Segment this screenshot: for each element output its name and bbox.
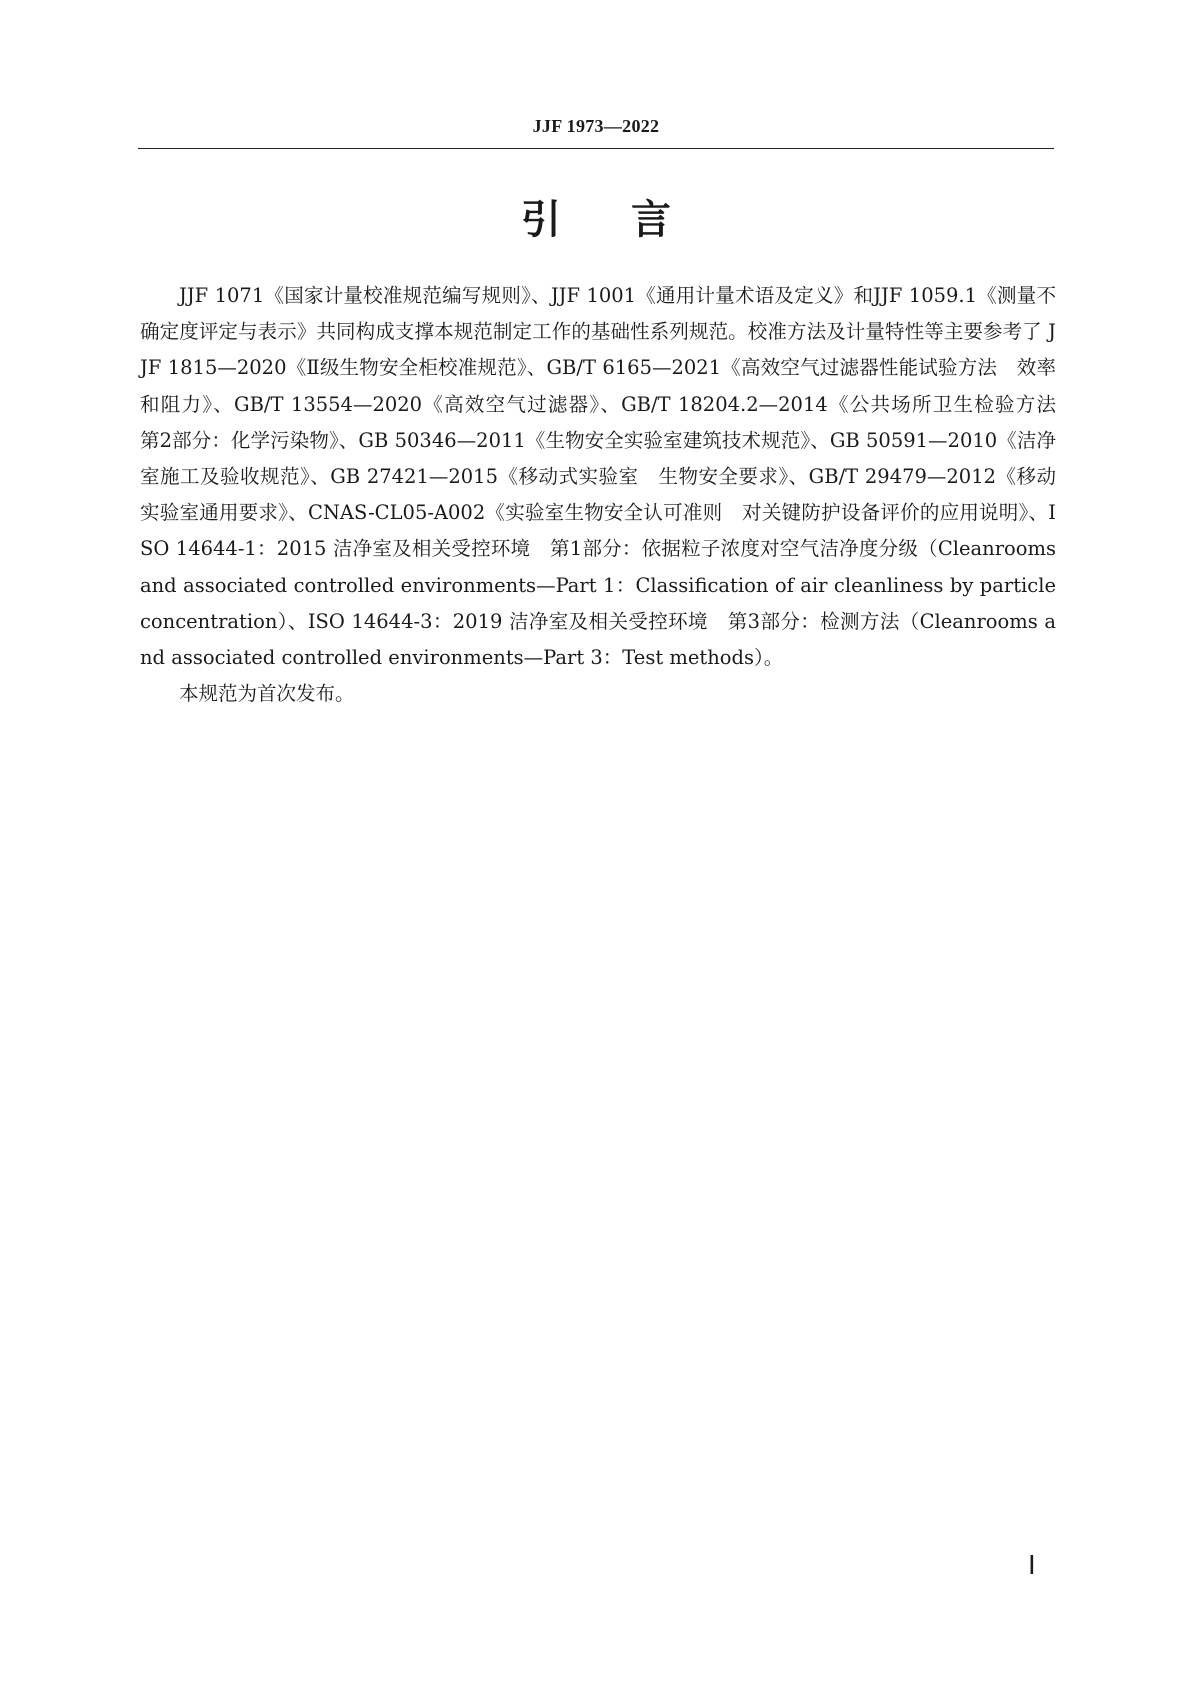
page-number: Ⅰ <box>1028 1551 1036 1580</box>
document-code-header: JJF 1973—2022 <box>532 116 660 136</box>
header-divider <box>138 148 1054 149</box>
page-title: 引 言 <box>521 197 671 243</box>
introduction-paragraph-references: JJF 1071《国家计量校准规范编写规则》、JJF 1001《通用计量术语及定义》和JJF 1059.1《测量不确定度评定与表示》共同构成支撑本规范制定工作的基础性系列规范。校准方法及计量特性等主要参考了 JJF 1815—2020《Ⅱ级生物安全柜校准规范》、GB/T 6165—2021《高效空气过滤器性能试验方法 效率和阻力》、GB/T 13554—2020《高效空气过滤器》、GB/T 18204.2—2014《公共场所卫生检验方法 第2部分：化学污染物》、GB 50346—2011《生物安全实验室建筑技术规范》、GB 50591—2010《洁净室施工及验收规范》、GB 27421—2015《移动式实验室 生物安全要求》、GB/T 29479—2012《移动实验室通用要求》、CNAS-CL05-A002《实验室生物安全认可准则 对关键防护设备评价的应用说明》、ISO 14644-1：2015 洁净室及相关受控环境 第1部分：依据粒子浓度对空气洁净度分级（Cleanrooms and associated controlled environments—Part 1：Classification of air cleanliness by particle concentration）、ISO 14644-3：2019 洁净室及相关受控环境 第3部分：检测方法（Cleanrooms and associated controlled environments—Part 3：Test methods）。 <box>140 284 1076 670</box>
introduction-body <box>140 278 1076 712</box>
introduction-paragraph-first-release: 本规范为首次发布。 <box>179 682 355 706</box>
